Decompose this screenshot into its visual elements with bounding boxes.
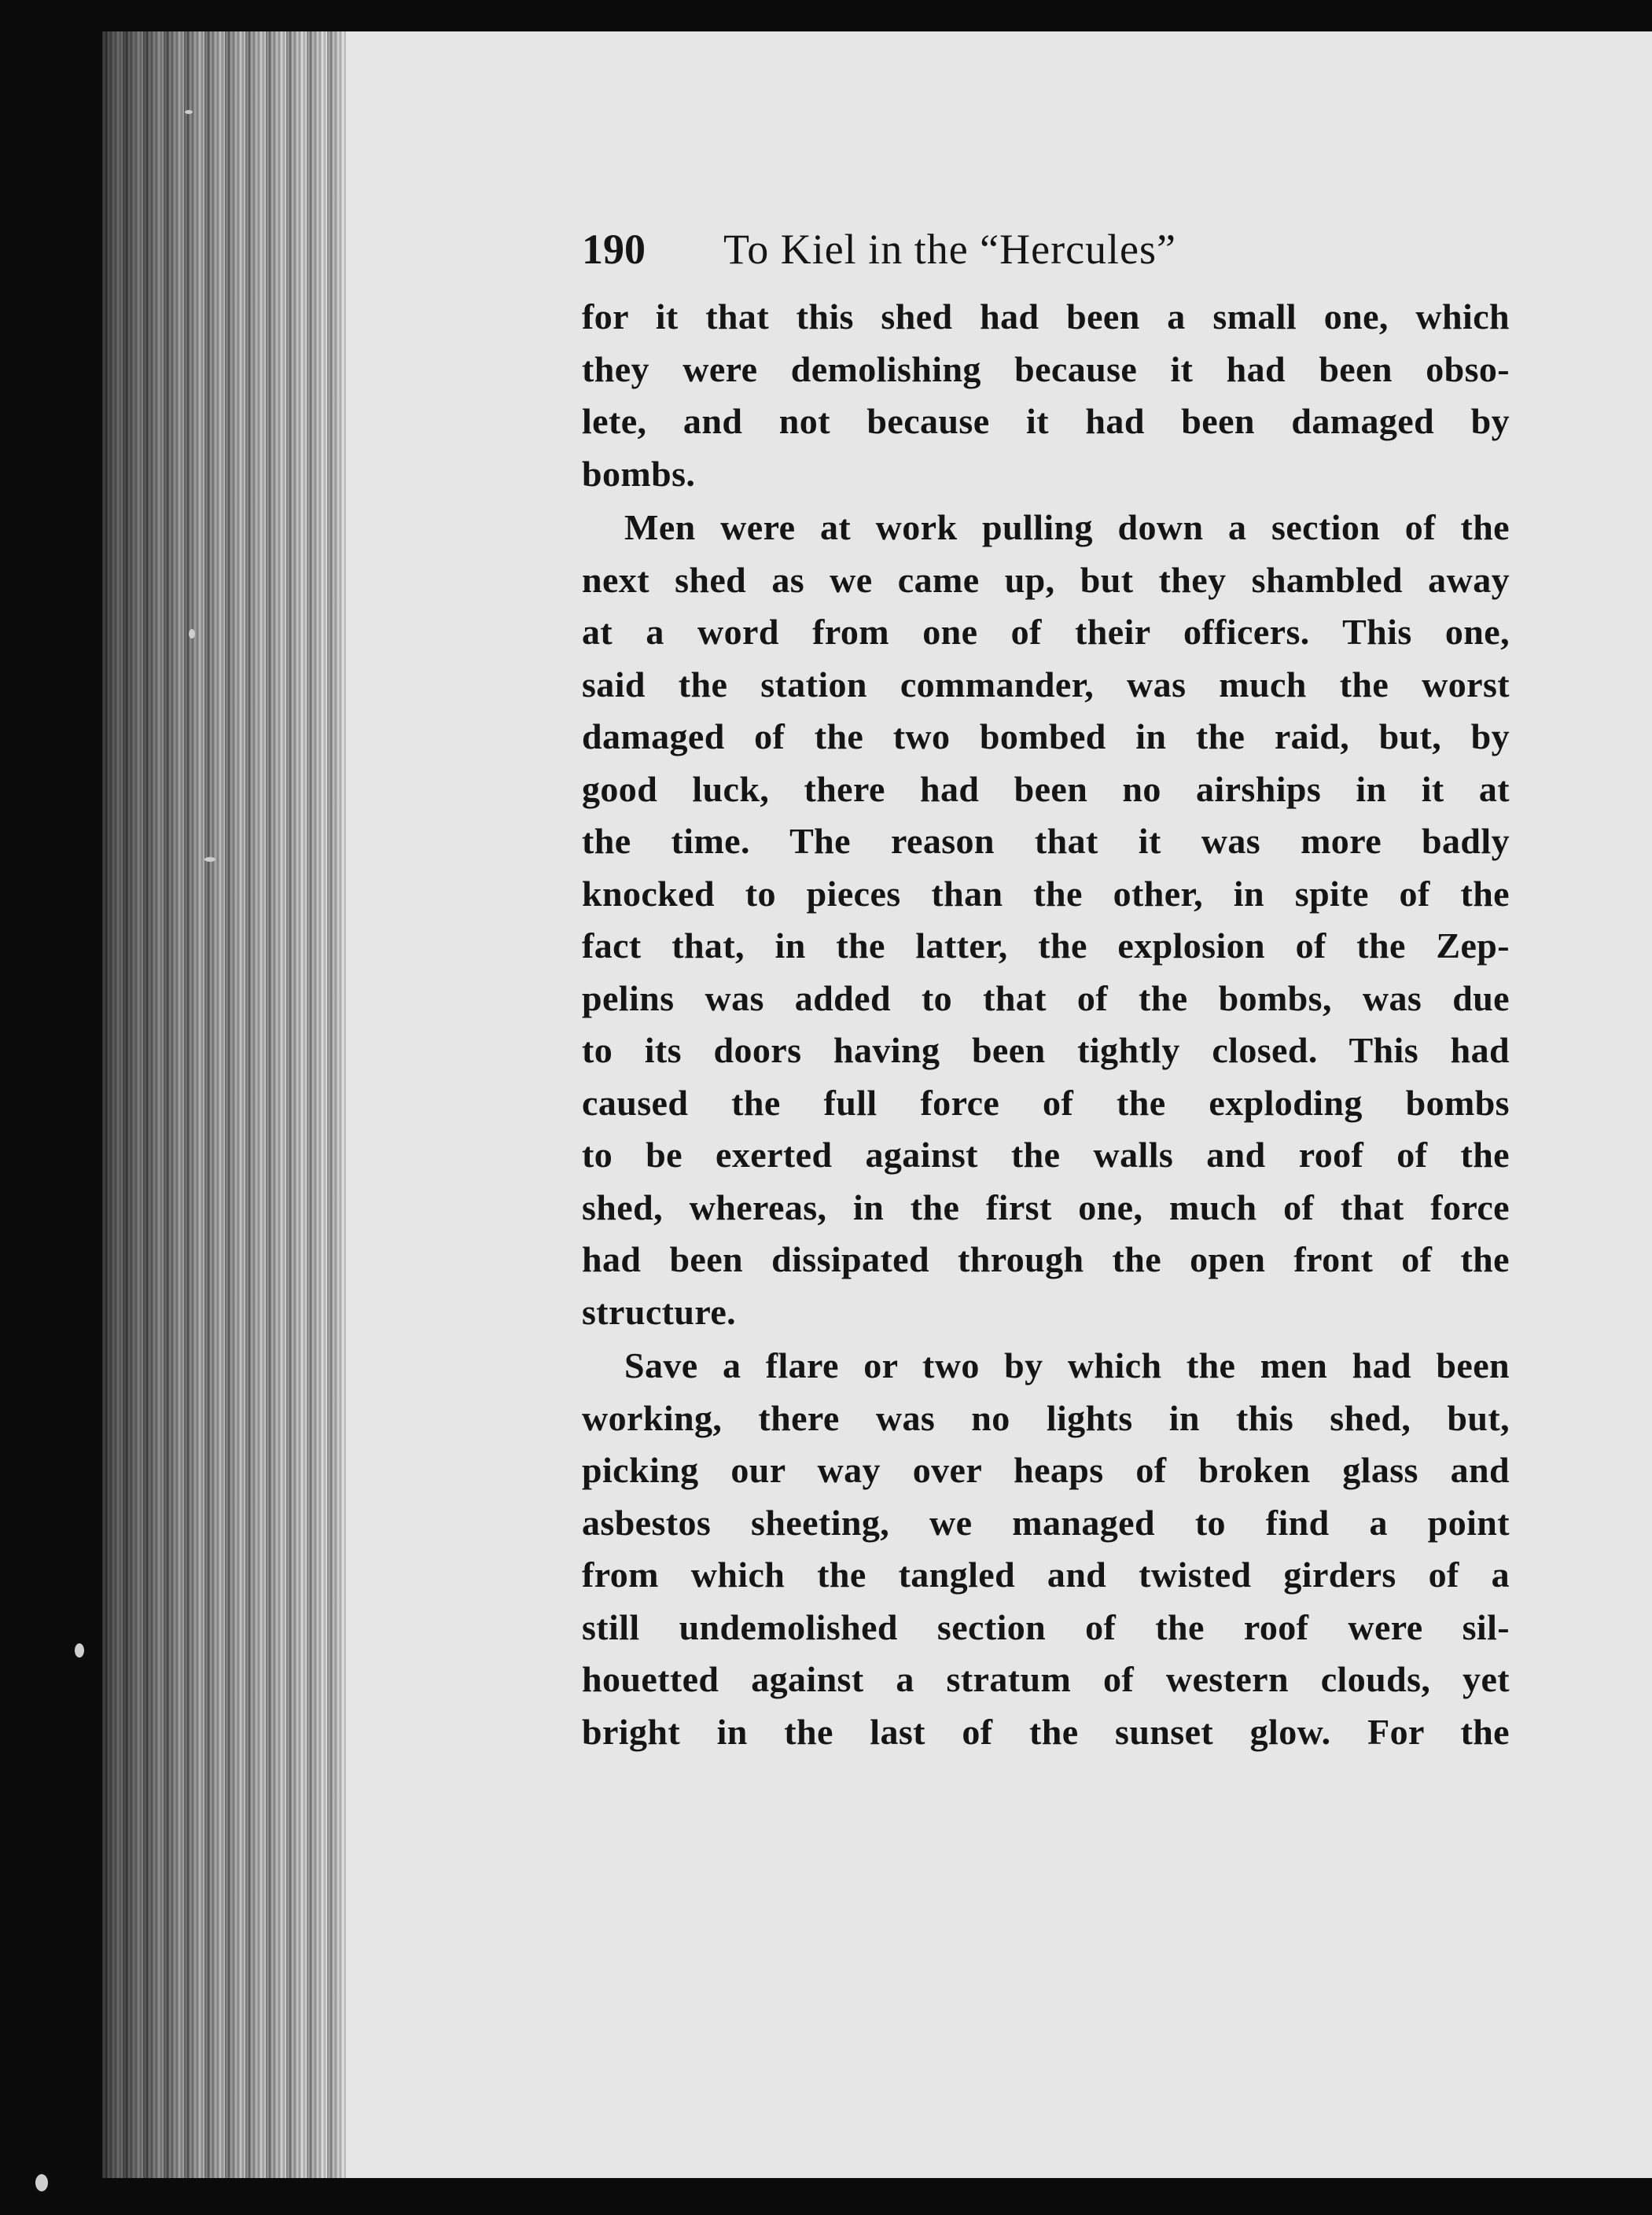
book-page-edges (102, 31, 354, 2178)
page-content (582, 228, 1510, 1758)
running-head (582, 226, 1510, 273)
text-line: bombs. (582, 453, 696, 494)
text-line: shed, whereas, in the first one, much of that force (582, 1187, 1510, 1227)
text-line: houetted against a stratum of western clouds, yet (582, 1659, 1510, 1699)
paragraph-1 (582, 291, 1510, 500)
scan-speck (189, 629, 195, 638)
text-line: asbestos sheeting, we managed to find a point (582, 1502, 1510, 1543)
scan-speck (204, 857, 215, 862)
scan-speck (185, 110, 193, 114)
text-line: they were demolishing because it had been obso- (582, 348, 1510, 389)
text-line: bright in the last of the sunset glow. For the (582, 1711, 1510, 1752)
text-line: from which the tangled and twisted girders of a (582, 1555, 1510, 1595)
paragraph-3 (582, 1340, 1510, 1758)
text-line: picking our way over heaps of broken glass and (582, 1450, 1510, 1490)
text-line: Men were at work pulling down a section of the (624, 507, 1510, 547)
page (346, 31, 1652, 2178)
text-line: for it that this shed had been a small one, which (582, 296, 1510, 337)
text-line: still undemolished section of the roof were sil- (582, 1606, 1510, 1647)
text-line: had been dissipated through the open front of the (582, 1239, 1510, 1279)
text-line: to be exerted against the walls and roof of the (582, 1135, 1510, 1175)
text-line: working, there was no lights in this shed, but, (582, 1397, 1510, 1438)
text-line: pelins was added to that of the bombs, was due (582, 977, 1510, 1018)
text-line: damaged of the two bombed in the raid, but, by (582, 716, 1510, 756)
text-line: next shed as we came up, but they shambled away (582, 559, 1510, 600)
text-line: at a word from one of their officers. This one, (582, 612, 1510, 652)
text-line: to its doors having been tightly closed. This had (582, 1030, 1510, 1070)
text-line: caused the full force of the exploding bombs (582, 1082, 1510, 1123)
text-line: the time. The reason that it was more badly (582, 821, 1510, 861)
text-line: said the station commander, was much the worst (582, 664, 1510, 705)
text-line: lete, and not because it had been damaged by (582, 401, 1510, 441)
text-line: Save a flare or two by which the men had been (624, 1345, 1510, 1385)
text-line: good luck, there had been no airships in it at (582, 768, 1510, 809)
running-title: To Kiel in the “Hercules” (723, 226, 1176, 273)
scan-speck (35, 2174, 48, 2191)
page-number: 190 (582, 226, 646, 273)
text-line: knocked to pieces than the other, in spite of the (582, 873, 1510, 914)
text-line: fact that, in the latter, the explosion of the Zep- (582, 925, 1510, 966)
scan-speck (75, 1643, 84, 1658)
paragraph-2 (582, 502, 1510, 1338)
text-line: structure. (582, 1291, 737, 1332)
